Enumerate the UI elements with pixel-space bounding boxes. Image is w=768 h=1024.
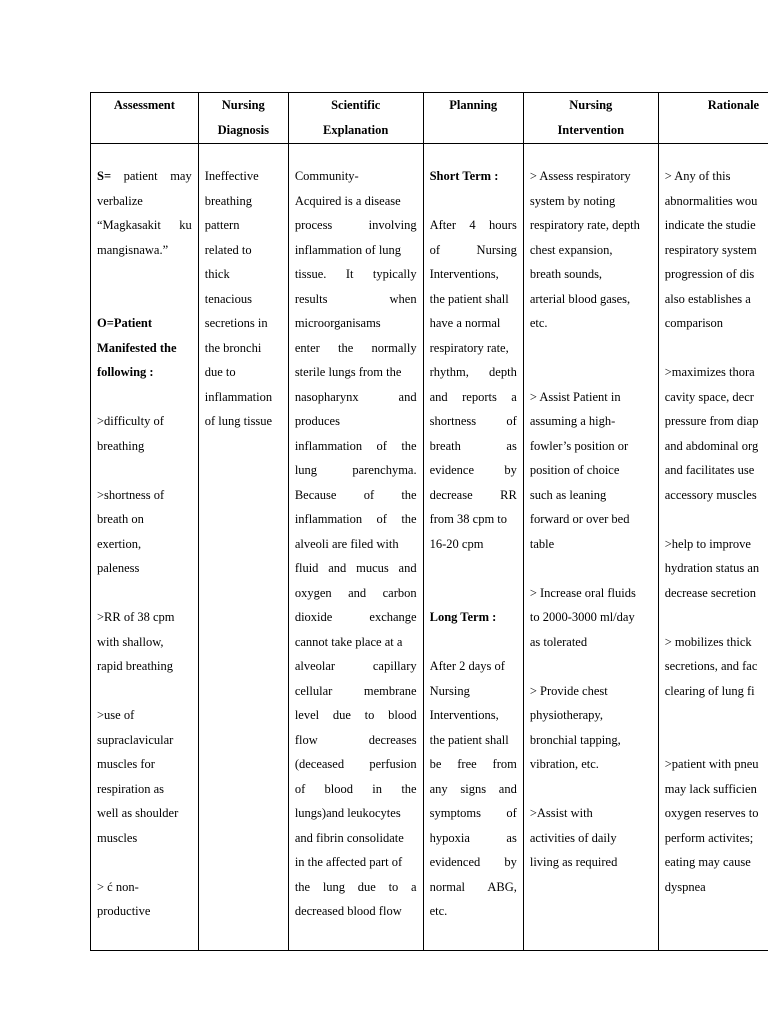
header-nursing-intervention: Nursing Intervention: [523, 93, 658, 144]
scientific-explanation-line: microorganisams: [294, 316, 381, 330]
scientific-explanation-line: cannot take place at a: [294, 634, 403, 649]
intervention-line: > Assist Patient in: [529, 389, 621, 404]
assessment-line: rapid breathing: [97, 659, 174, 673]
rationale-line: pressure from diap: [664, 414, 759, 428]
rationale-line: accessory muscles: [664, 487, 757, 502]
planning-line: [430, 189, 517, 214]
rationale-line: [665, 507, 762, 532]
rationale-line: [665, 728, 762, 753]
diagnosis-line: Ineffective: [204, 169, 259, 183]
planning-line: and reports a: [429, 389, 517, 404]
content-row: [91, 144, 768, 951]
planning-cell: [423, 144, 523, 951]
scientific-explanation-line: enter the normally: [294, 340, 417, 355]
diagnosis-line: due to: [204, 365, 236, 379]
header-rationale: Rationale: [658, 93, 768, 144]
scientific-explanation-line: decreased blood flow: [294, 904, 402, 918]
scientific-explanation-line: Acquired is a disease: [294, 193, 401, 208]
scientific-explanation-line: inflammation of lung: [294, 242, 402, 257]
scientific-explanation-line: oxygen and carbon: [294, 585, 417, 600]
rationale-line: may lack sufficien: [664, 781, 757, 796]
assessment-line: [97, 581, 192, 606]
nursing-intervention-cell: [523, 144, 658, 951]
header-nursing-diagnosis: Nursing Diagnosis: [198, 93, 288, 144]
scientific-explanation-line: results when: [294, 291, 417, 306]
assessment-line: supraclavicular: [97, 732, 174, 747]
rationale-line: [665, 336, 762, 361]
assessment-line: verbalize: [97, 193, 143, 208]
intervention-line: position of choice: [529, 463, 620, 477]
planning-line: the patient shall: [429, 732, 509, 747]
scientific-explanation-line: of blood in the: [294, 781, 417, 796]
diagnosis-line: the bronchi: [204, 340, 262, 355]
scientific-explanation-line: sterile lungs from the: [294, 365, 402, 379]
rationale-line: cavity space, decr: [664, 389, 754, 404]
header-scientific-explanation: Scientific Explanation: [288, 93, 423, 144]
scientific-explanation-line: lung parenchyma.: [294, 463, 417, 477]
rationale-line: [665, 703, 762, 728]
planning-line: evidence by: [429, 463, 517, 477]
scientific-explanation-line: flow decreases: [294, 732, 417, 747]
rationale-line: comparison: [664, 316, 724, 330]
assessment-line: well as shoulder: [97, 806, 179, 820]
intervention-line: bronchial tapping,: [529, 732, 621, 747]
planning-line: [430, 630, 517, 655]
scientific-explanation-line: alveolar capillary: [294, 659, 417, 673]
scientific-explanation-line: Community-: [294, 169, 359, 183]
intervention-line: [530, 654, 652, 679]
planning-line: be free from: [429, 757, 517, 771]
nursing-care-plan-table: [90, 92, 768, 951]
intervention-line: [530, 360, 652, 385]
diagnosis-line: thick: [204, 267, 230, 281]
assessment-line: with shallow,: [97, 634, 164, 649]
intervention-line: [530, 777, 652, 802]
scientific-explanation-line: fluid and mucus and: [294, 561, 417, 575]
planning-line: Long Term :: [429, 610, 497, 624]
assessment-line: productive: [97, 904, 151, 918]
assessment-line: >shortness of: [97, 487, 165, 502]
assessment-cell: [91, 144, 199, 951]
header-assessment: Assessment: [91, 93, 199, 144]
intervention-line: > Provide chest: [529, 683, 608, 698]
rationale-line: eating may cause: [664, 855, 751, 869]
rationale-line: secretions, and fac: [664, 659, 758, 673]
diagnosis-line: tenacious: [204, 291, 252, 306]
rationale-line: dyspnea: [664, 879, 706, 894]
planning-line: shortness of: [429, 414, 517, 428]
diagnosis-line: breathing: [204, 193, 252, 208]
diagnosis-line: related to: [204, 242, 252, 257]
assessment-line: [97, 262, 192, 287]
planning-line: Interventions,: [429, 267, 499, 281]
assessment-line: [97, 850, 192, 875]
planning-line: rhythm, depth: [429, 365, 517, 379]
planning-line: respiratory rate,: [429, 340, 509, 355]
assessment-line: >difficulty of: [97, 414, 164, 428]
intervention-line: >Assist with: [529, 806, 593, 820]
scientific-explanation-line: inflammation of the: [294, 512, 417, 526]
rationale-line: oxygen reserves to: [664, 806, 759, 820]
rationale-line: and abdominal org: [664, 438, 759, 453]
rationale-line: >help to improve: [664, 536, 751, 551]
rationale-line: [665, 605, 762, 630]
assessment-line: >RR of 38 cpm: [97, 610, 175, 624]
assessment-line: breath on: [97, 512, 144, 526]
intervention-line: such as leaning: [529, 487, 607, 502]
intervention-line: activities of daily: [529, 830, 617, 845]
intervention-line: [530, 556, 652, 581]
scientific-explanation-cell: [288, 144, 423, 951]
planning-line: any signs and: [429, 781, 517, 796]
rationale-line: hydration status an: [664, 561, 760, 575]
rationale-line: perform activites;: [664, 830, 754, 845]
intervention-line: vibration, etc.: [529, 757, 599, 771]
rationale-line: respiratory system: [664, 242, 757, 257]
intervention-line: respiratory rate, depth: [529, 218, 640, 232]
rationale-line: and facilitates use: [664, 463, 755, 477]
assessment-line: mangisnawa.”: [97, 242, 169, 257]
scientific-explanation-line: tissue. It typically: [294, 267, 417, 281]
rationale-line: indicate the studie: [664, 218, 756, 232]
assessment-line: following :: [97, 365, 154, 379]
planning-line: [430, 556, 517, 581]
rationale-line: >maximizes thora: [664, 365, 755, 379]
diagnosis-line: pattern: [204, 218, 240, 232]
scientific-explanation-line: in the affected part of: [294, 855, 403, 869]
assessment-line: [97, 287, 192, 312]
assessment-line: S= patient may: [97, 169, 192, 183]
rationale-line: > Any of this: [664, 169, 731, 183]
intervention-line: > Assess respiratory: [529, 169, 631, 183]
diagnosis-line: of lung tissue: [204, 414, 273, 428]
nursing-diagnosis-cell: [198, 144, 288, 951]
rationale-line: progression of dis: [664, 267, 755, 281]
planning-line: from 38 cpm to: [429, 512, 508, 526]
planning-line: have a normal: [429, 316, 501, 330]
assessment-line: exertion,: [97, 536, 142, 551]
assessment-line: O=Patient: [97, 316, 153, 330]
intervention-line: physiotherapy,: [529, 708, 603, 722]
scientific-explanation-line: level due to blood: [294, 708, 417, 722]
rationale-line: decrease secretion: [664, 585, 756, 600]
planning-line: 16-20 cpm: [429, 536, 484, 551]
planning-line: etc.: [429, 904, 448, 918]
scientific-explanation-line: nasopharynx and: [294, 389, 417, 404]
assessment-line: [97, 458, 192, 483]
planning-line: Short Term :: [429, 169, 499, 183]
assessment-line: paleness: [97, 561, 140, 575]
header-row: [91, 93, 768, 144]
intervention-line: chest expansion,: [529, 242, 613, 257]
intervention-line: system by noting: [529, 193, 616, 208]
scientific-explanation-line: the lung due to a: [294, 879, 417, 894]
assessment-line: “Magkasakit ku: [97, 218, 192, 232]
scientific-explanation-line: lungs)and leukocytes: [294, 806, 401, 820]
intervention-line: table: [529, 536, 555, 551]
scientific-explanation-line: alveoli are filed with: [294, 536, 399, 551]
scientific-explanation-line: cellular membrane: [294, 683, 417, 698]
intervention-line: assuming a high-: [529, 414, 616, 428]
assessment-line: respiration as: [97, 781, 164, 796]
scientific-explanation-line: produces: [294, 414, 340, 428]
planning-line: breath as: [429, 438, 517, 453]
planning-line: After 4 hours: [429, 218, 517, 232]
intervention-line: forward or over bed: [529, 512, 630, 526]
intervention-line: living as required: [529, 855, 618, 869]
planning-line: hypoxia as: [429, 830, 517, 845]
intervention-line: arterial blood gases,: [529, 291, 631, 306]
scientific-explanation-line: and fibrin consolidate: [294, 830, 404, 845]
assessment-line: [97, 679, 192, 704]
planning-line: [430, 581, 517, 606]
diagnosis-line: secretions in: [204, 316, 268, 330]
rationale-line: >patient with pneu: [664, 757, 759, 771]
scientific-explanation-line: (deceased perfusion: [294, 757, 417, 771]
planning-line: symptoms of: [429, 806, 517, 820]
header-planning: Planning: [423, 93, 523, 144]
scientific-explanation-line: process involving: [294, 218, 417, 232]
intervention-line: as tolerated: [529, 634, 588, 649]
rationale-line: also establishes a: [664, 291, 751, 306]
scientific-explanation-line: Because of the: [294, 487, 417, 502]
rationale-line: > mobilizes thick: [664, 634, 752, 649]
assessment-line: >use of: [97, 708, 135, 722]
assessment-line: [97, 385, 192, 410]
assessment-line: breathing: [97, 438, 145, 453]
planning-line: of Nursing: [429, 242, 517, 257]
planning-line: After 2 days of: [429, 659, 505, 673]
planning-line: normal ABG,: [429, 879, 517, 894]
assessment-line: muscles for: [97, 757, 155, 771]
planning-line: Interventions,: [429, 708, 499, 722]
intervention-line: to 2000-3000 ml/day: [529, 610, 635, 624]
intervention-line: etc.: [529, 316, 548, 330]
assessment-line: muscles: [97, 830, 138, 845]
planning-line: Nursing: [429, 683, 470, 698]
rationale-line: abnormalities wou: [664, 193, 758, 208]
intervention-line: breath sounds,: [529, 267, 603, 281]
intervention-line: [530, 336, 652, 361]
intervention-line: > Increase oral fluids: [529, 585, 636, 600]
assessment-line: Manifested the: [97, 340, 177, 355]
rationale-cell: [658, 144, 768, 951]
planning-line: decrease RR: [429, 487, 517, 502]
planning-line: the patient shall: [429, 291, 509, 306]
scientific-explanation-line: dioxide exchange: [294, 610, 417, 624]
scientific-explanation-line: inflammation of the: [294, 438, 417, 453]
assessment-line: > ć non-: [97, 879, 139, 894]
intervention-line: fowler’s position or: [529, 438, 629, 453]
planning-line: evidenced by: [429, 855, 517, 869]
rationale-line: clearing of lung fi: [664, 683, 755, 698]
diagnosis-line: inflammation: [204, 389, 273, 404]
